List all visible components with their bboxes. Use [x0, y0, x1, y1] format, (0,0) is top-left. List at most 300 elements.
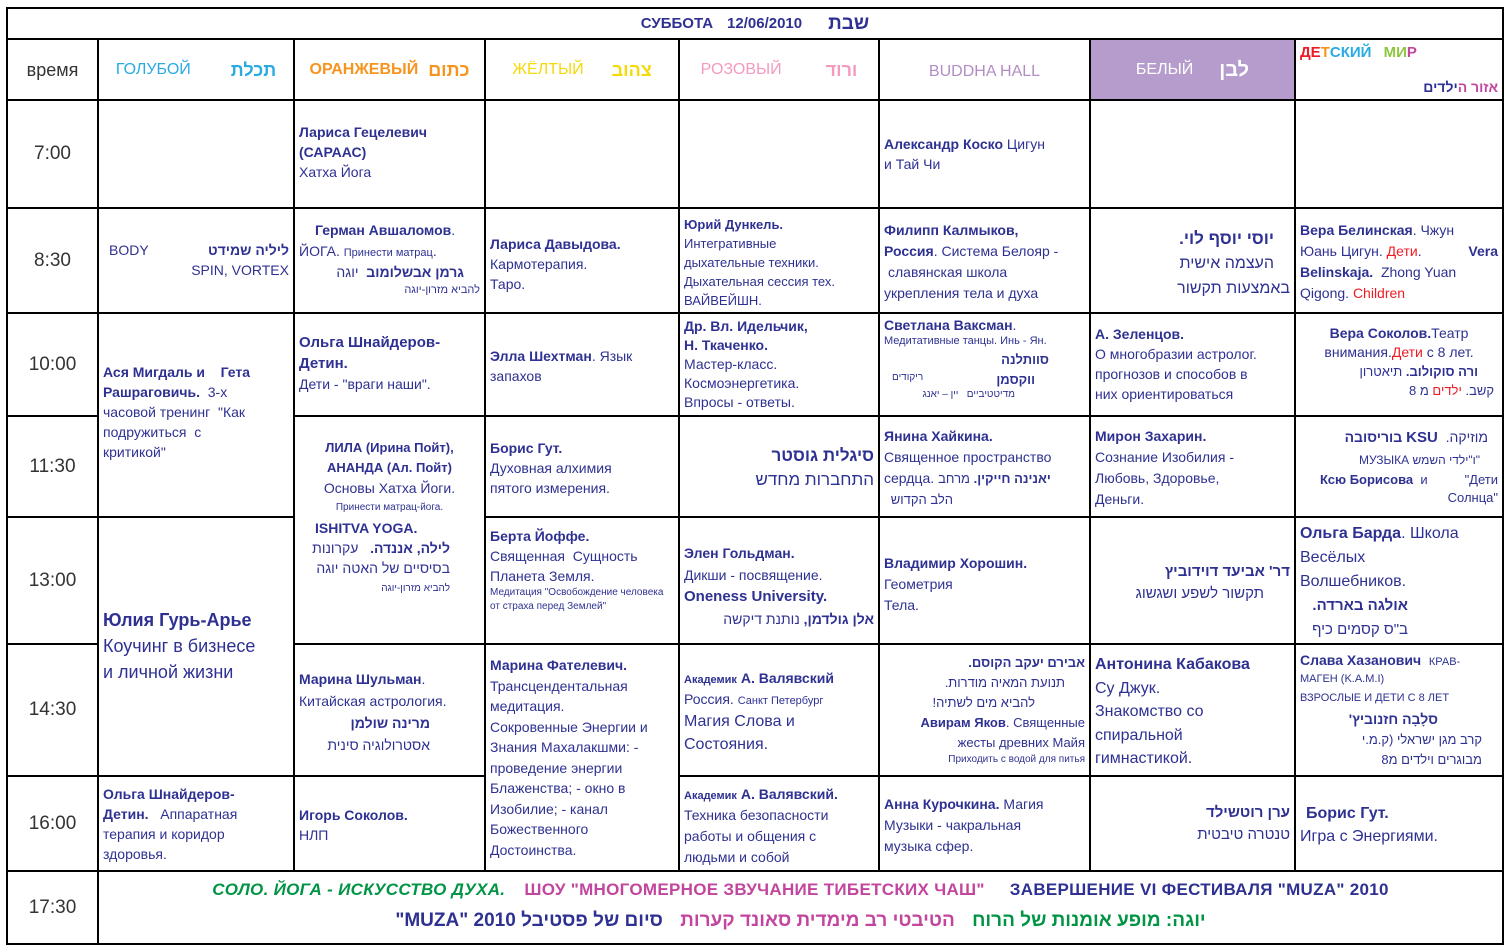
yellow-1000-line1: Элла Шехтман. Язык: [490, 348, 633, 364]
kids-1130-line1: [1300, 426, 1498, 449]
buddha-1130-line3: [884, 468, 1085, 489]
buddha-1000-line5: [884, 388, 1085, 402]
col-header-buddha: [880, 40, 1089, 99]
event-desc: Достоинства.: [490, 841, 577, 858]
event-desc: Священная: [490, 548, 565, 564]
event-desc: Трансцендентальная: [490, 677, 628, 694]
event-title: Академик: [684, 790, 737, 802]
event-desc: BODY: [109, 242, 149, 258]
cell-1130-buddha: [880, 423, 1089, 513]
cell-1300-buddha: [880, 550, 1089, 618]
event-desc-he: ריקודים: [892, 372, 924, 383]
event-name: Светлана Ваксман: [884, 317, 1013, 333]
event-name-he: סיגלית גוסטר: [771, 446, 874, 465]
event-desc: Духовная алхимия: [490, 460, 612, 476]
kids-1300-line1: Ольга Барда. Школа: [1300, 525, 1459, 542]
event-desc: гимнастикой.: [1095, 750, 1193, 767]
kids-1000-line4: [1300, 381, 1498, 400]
col-blue-he: תכלת: [230, 59, 277, 80]
event-name: А. Зеленцов.: [1095, 326, 1185, 342]
event-desc: Волшебников.: [1300, 573, 1407, 590]
kids-he-2: ילדים: [1423, 79, 1458, 95]
event-desc: Знакомство со: [1095, 703, 1204, 720]
event-desc: пятого измерения.: [490, 480, 610, 496]
grid-h-1000b: [293, 415, 1502, 417]
col-yellow-he: צהוב: [611, 59, 652, 80]
event-desc: Коучинг в бизнесе: [103, 636, 256, 656]
event-desc: Священные: [1013, 715, 1085, 730]
event-name: Н. Ткаченко.: [684, 337, 768, 353]
col-orange-ru: ОРАНЖЕВЫЙ: [309, 60, 419, 78]
event-desc: проведение энергии: [490, 759, 623, 776]
orange-1000-line2: Детин.: [299, 355, 348, 372]
event-name: Берта Йоффе.: [490, 528, 590, 544]
event-name: Мирон Захарин.: [1095, 428, 1207, 444]
event-desc: Впросы - ответы.: [684, 394, 795, 410]
cell-1730-closing: [99, 872, 1502, 943]
grid-h-700: [8, 207, 1502, 209]
event-desc-he: קשב.: [1465, 383, 1494, 398]
kids-830-line3: [1300, 262, 1498, 283]
event-desc: медитация.: [490, 698, 565, 714]
event-desc: Любовь, Здоровье,: [1095, 470, 1220, 486]
event-name: Рашраговичь.: [103, 384, 200, 400]
closing-he-2: הטיבטי רב מימדית סאונד קערות: [680, 910, 955, 931]
col-blue-ru: ГОЛУБОЙ: [115, 60, 191, 78]
cell-1000-buddha: [880, 314, 1089, 414]
event-desc-he: תנועת המאיה מודרות.: [944, 675, 1065, 690]
time-1300: 13:00: [28, 569, 77, 591]
grid-h-title: [8, 38, 1502, 40]
event-desc: них ориентироваться: [1095, 386, 1234, 402]
yellow-1300-line2: [490, 546, 674, 566]
event-desc: Интегративные: [684, 236, 777, 251]
event-desc-he: התחברות מחדש: [755, 470, 874, 489]
event-name-en: Vera: [1468, 243, 1498, 259]
event-desc: Сознание Изобилия -: [1095, 449, 1234, 465]
closing-ru-1: СОЛО. ЙОГА - ИСКУССТВО ДУХА.: [212, 880, 506, 899]
event-name: Игорь Соколов.: [299, 807, 408, 823]
event-name: Юлия Гурь-Арье: [103, 610, 252, 630]
buddha-830-line2: Россия. Система Белояр -: [884, 243, 1059, 259]
event-name-en: Belinskaja.: [1300, 264, 1374, 280]
event-name: Ксю Борисова: [1320, 472, 1414, 487]
time-830: 8:30: [34, 249, 71, 271]
event-name-he: בוריסובה: [1344, 429, 1403, 445]
title-day: СУББОТА: [640, 15, 714, 32]
kids-he-title: [1300, 77, 1498, 97]
event-desc: Священное пространство: [884, 449, 1052, 465]
cell-1600-kids: [1296, 799, 1502, 851]
event-name: Борис Гут.: [1306, 805, 1389, 822]
event-name-he: אלן גולדמן,: [803, 611, 874, 627]
cell-830-white: [1091, 223, 1294, 307]
event-desc-he: עקרונות: [312, 540, 359, 556]
event-name: Авирам Яков: [920, 715, 1006, 730]
event-desc-he: טנטרה טיבטית: [1197, 826, 1290, 843]
grid-h-1130a: [8, 516, 295, 518]
event-desc: Геометрия: [884, 576, 953, 592]
closing-ru-2: ШОУ "МНОГОМЕРНОЕ ЗВУЧАНИЕ ТИБЕТСКИХ ЧАШ": [524, 880, 985, 899]
kids-830-line2: Юань Цигун. Дети. Vera: [1300, 241, 1498, 262]
col-pink-he: ורוד: [825, 59, 858, 80]
kids-he-1: אזור ה: [1457, 79, 1498, 95]
orange-1130-line6: [299, 538, 480, 558]
event-desc: Китайская астрология.: [299, 693, 447, 709]
event-org: Россия: [884, 243, 934, 259]
event-name-he: ורה סוקולוב.: [1405, 364, 1478, 379]
cell-1300-white: [1091, 558, 1294, 608]
blue-1000-line1: [103, 362, 289, 382]
kids-1000-line2: [1300, 343, 1498, 362]
event-audience: Дети: [1391, 344, 1423, 360]
blue-1000-line4: [103, 422, 289, 442]
closing-he-1: יוגה: מופע אומנות של הרוח: [972, 910, 1206, 931]
event-desc: спиральной: [1095, 726, 1183, 744]
blue-1600-line2: [103, 804, 289, 824]
event-name: Александр Коско: [884, 136, 1004, 152]
orange-830-line3: [299, 262, 480, 283]
grid-v-buddha: [1089, 38, 1091, 872]
event-desc: Состояния.: [684, 736, 769, 753]
event-desc: Блаженства; - окно в: [490, 780, 626, 796]
title-he: שבת: [828, 13, 870, 34]
kids-ru-4: МИ: [1383, 44, 1407, 61]
event-desc: жесты древних Майя: [957, 735, 1085, 750]
event-name-he: ליליה שמידט: [208, 242, 289, 258]
closing-he: [99, 905, 1502, 937]
cell-830-orange: [295, 217, 484, 311]
col-header-white: [1091, 40, 1294, 99]
event-name: Владимир Хорошин.: [884, 555, 1028, 571]
event-name-he: יוסי יוסף לוי.: [1179, 229, 1274, 248]
event-name: Ольга Шнайдеров-: [103, 786, 235, 802]
event-name: Вера Белинская: [1300, 222, 1413, 238]
cell-1000-white: [1091, 321, 1294, 411]
grid-v-pink: [878, 38, 880, 872]
event-desc: Игра с Энергиями.: [1300, 828, 1438, 845]
event-name: Лариса Давыдова.: [490, 236, 621, 252]
grid-v-blue: [293, 38, 295, 872]
event-name: Янина Хайкина.: [884, 428, 993, 444]
event-desc: запахов: [490, 368, 542, 384]
event-desc-he: מדיטטיביים: [966, 389, 1015, 400]
orange-1430-line1: Марина Шульман.: [299, 671, 426, 687]
time-1430: 14:30: [28, 699, 77, 720]
grid-h-1430a: [8, 775, 486, 777]
event-desc-he: מ 8: [1409, 383, 1429, 398]
cell-1300-pink: [680, 539, 878, 629]
grid-h-1300a: [8, 643, 99, 645]
event-desc: Медитативные танцы. Инь - Ян.: [884, 335, 1047, 347]
event-desc: Язык: [599, 348, 633, 364]
grid-v-orange: [484, 38, 486, 872]
event-desc-he: הלב הקדוש: [890, 492, 953, 507]
event-desc: О многобразии астролог.: [1095, 346, 1257, 362]
event-desc-he: יין – יאנג: [922, 389, 959, 400]
event-name: Элен Гольдман.: [684, 545, 795, 561]
event-desc: Россия.: [684, 691, 734, 707]
cell-1430-white: [1091, 650, 1294, 770]
event-desc-he: תיאטרון: [1359, 364, 1403, 379]
event-desc-he: קרב מגן ישראלי (ק.מ.י: [1361, 732, 1482, 747]
pink-1300-line4: [684, 608, 874, 629]
event-desc: Кармотерапия.: [490, 256, 588, 272]
event-desc: Юань Цигун.: [1300, 243, 1383, 259]
grid-h-header: [8, 99, 1502, 101]
event-desc: ВЗРОСЛЫЕ И ДЕТИ С 8 ЛЕТ: [1300, 692, 1450, 704]
event-name: АНАНДА (Ал. Пойт): [327, 460, 452, 475]
event-desc: Дикши - посвящение.: [684, 567, 823, 583]
cell-700-buddha: [880, 131, 1089, 191]
col-header-orange: [295, 40, 484, 99]
cell-1130-white: [1091, 423, 1294, 513]
cell-1130-yellow: [486, 435, 678, 505]
event-desc: "Как: [217, 404, 246, 420]
event-note-he: להביא מזרון-יוגה: [404, 284, 480, 296]
event-desc: и Тай Чи: [884, 156, 941, 172]
col-header-time-label: время: [26, 59, 79, 80]
blue-1000-line2: [103, 382, 289, 402]
event-desc: Знания Махалакшми: -: [490, 739, 639, 755]
kids-830-line1: Вера Белинская. Чжун: [1300, 222, 1455, 238]
col-pink-ru: РОЗОВЫЙ: [700, 60, 782, 78]
cell-830-kids: [1296, 217, 1502, 311]
kids-ru-3: СКИЙ: [1329, 44, 1372, 61]
grid-v-yellow: [678, 38, 680, 872]
event-desc: сердца.: [884, 470, 935, 486]
event-desc: Основы Хатха Йоги.: [323, 480, 456, 496]
event-desc-he: ב"ס קסמים כיף: [1312, 621, 1408, 638]
event-desc: Магия: [1003, 796, 1044, 812]
event-desc: Музыки - чакральная: [884, 817, 1022, 833]
grid-h-1130b: [484, 516, 1502, 518]
event-desc: и: [1420, 472, 1428, 487]
event-name-he: גרמן אבשלומוב: [366, 264, 464, 280]
event-desc-he: יוגה: [336, 264, 359, 280]
event-desc: и личной жизни: [103, 662, 234, 682]
event-desc: Сущность: [572, 548, 638, 564]
event-desc: Божественного: [490, 821, 589, 837]
buddha-1430-line4: Авирам Яков. Священные: [920, 715, 1085, 730]
event-name-en: ISHITVA YOGA.: [315, 520, 418, 536]
kids-1000-line1: [1300, 324, 1498, 343]
event-name: Детин.: [103, 806, 149, 822]
event-desc: МУЗЫКА: [1358, 453, 1410, 467]
event-audience-he: ילדים: [1432, 383, 1462, 398]
event-desc-he: אסטרולוגיה סינית: [327, 737, 430, 753]
event-desc: музыка сфер.: [884, 838, 974, 854]
kids-1130-line3: [1300, 471, 1498, 489]
cell-1300-yellow: [486, 523, 678, 641]
event-desc-he: העצמה אישית: [1179, 255, 1274, 272]
event-desc: прогнозов и способов в: [1095, 366, 1248, 382]
grid-h-1600: [8, 870, 1502, 872]
kids-1430-line1: [1300, 651, 1498, 670]
col-orange-he: כתום: [428, 59, 470, 80]
event-name-he: יאנינה חייקין.: [973, 471, 1051, 486]
event-desc: Планета Земля.: [490, 568, 595, 584]
blue-1000-line3: [103, 402, 289, 422]
event-desc: Аппаратная: [160, 806, 238, 822]
cell-830-yellow: [486, 231, 678, 301]
blue-830-line1: [103, 240, 289, 260]
event-desc: людьми и собой: [684, 849, 790, 865]
cell-1000-blue: [99, 359, 293, 469]
cell-1600-white: [1091, 799, 1294, 849]
event-name: Юрий Дункель.: [684, 217, 784, 232]
event-org: (САРААС): [299, 144, 367, 160]
grid-v-white: [1294, 38, 1296, 872]
event-name: Гета: [220, 364, 251, 380]
event-desc-en: Qigong.: [1300, 285, 1350, 301]
pink-1600-line1: [684, 784, 874, 805]
event-name-he: אבירם יעקב הקוסם.: [968, 655, 1085, 670]
event-desc: Тела.: [884, 597, 919, 613]
yellow-1130-line3: [490, 478, 674, 498]
col-header-pink: [680, 40, 878, 99]
event-name: Герман Авшаломов: [315, 222, 452, 238]
event-audience: Дети: [1386, 243, 1418, 259]
event-name: Марина Фателевич.: [490, 657, 628, 673]
kids-ru-title: [1300, 43, 1498, 63]
cell-1000-kids: [1296, 321, 1502, 413]
cell-1600-blue: [99, 781, 293, 869]
pink-1430-line1: [684, 668, 874, 689]
event-desc: SPIN, VORTEX: [191, 262, 289, 278]
buddha-1600-line1: [884, 794, 1085, 815]
closing-ru: [99, 875, 1502, 905]
grid-h-830: [8, 312, 1502, 314]
schedule-title: [8, 9, 1502, 39]
grid-v-time: [97, 38, 99, 943]
title-date: 12/06/2010: [727, 15, 803, 32]
cell-1300-kids: [1296, 519, 1502, 643]
event-name: Ася Мигдаль и: [103, 364, 206, 380]
col-white-ru: БЕЛЫЙ: [1135, 60, 1194, 78]
cell-1130-kids: [1296, 423, 1502, 515]
kids-830-line4: [1300, 283, 1498, 304]
time-1730: 17:30: [28, 896, 77, 918]
cell-1430-yellow: [486, 652, 678, 864]
event-desc: Дыхательная сессия тех.: [684, 274, 835, 289]
grid-h-1000a: [8, 415, 99, 417]
cell-1600-pink: [680, 781, 878, 869]
orange-830-line1: Герман Авшаломов.: [315, 222, 456, 238]
event-desc: Чжун: [1420, 222, 1455, 238]
pink-1430-line2: [684, 689, 874, 710]
event-desc: Техника безопасности: [684, 807, 829, 823]
event-desc-he: "ו"ילדי השמש: [1412, 453, 1480, 467]
event-org: Oneness University.: [684, 588, 828, 605]
kids-1000-line3: [1300, 362, 1498, 381]
event-name: Др. Вл. Идельчик,: [684, 318, 808, 334]
event-desc: работы и общения с: [684, 828, 817, 844]
cell-700-orange: [295, 119, 484, 205]
event-desc: Мастер-класс.: [684, 356, 778, 372]
event-note: Принести матрац: [343, 247, 433, 259]
event-desc: МАГЕН (K.A.M.I): [1300, 673, 1385, 685]
closing-ru-3: ЗАВЕРШЕНИЕ VI ФЕСТИВАЛЯ "MUZA" 2010: [1009, 880, 1389, 899]
kids-ru-5: Р: [1406, 44, 1417, 61]
event-desc: Изобилие; - канал: [490, 800, 608, 817]
event-note: Приходить с водой для питья: [948, 754, 1085, 765]
event-desc-he: תקשור לשפע ושגשוג: [1135, 585, 1264, 602]
event-desc: 3-х: [207, 384, 228, 400]
col-header-yellow: [486, 40, 678, 99]
cell-1430-buddha: [880, 650, 1089, 772]
event-desc: КРАВ-: [1428, 656, 1461, 668]
time-1000: 10:00: [28, 353, 77, 375]
event-name: Филипп Калмыков,: [884, 222, 1019, 238]
event-name-he: ערן רוטשילד: [1205, 804, 1290, 821]
kids-ru-1: ДЕ: [1300, 44, 1321, 61]
event-note: Медитация "Освобождение человека от страха перед Землей": [490, 587, 664, 612]
cell-830-buddha: [880, 217, 1089, 311]
event-desc: с 8 лет.: [1426, 344, 1474, 360]
event-name: А. Валявский.: [740, 786, 838, 802]
cell-830-blue: [99, 237, 293, 297]
schedule-sheet: [6, 7, 1504, 945]
event-desc: Хатха Йога: [299, 164, 372, 180]
kids-1130-line2: [1300, 449, 1498, 471]
cell-1430-pink: [680, 665, 878, 765]
event-desc: Солнца": [1447, 490, 1498, 505]
col-header-time: [8, 40, 97, 99]
event-note-he: להביא מזרון-יוגה: [381, 583, 450, 594]
time-700: 7:00: [34, 143, 71, 164]
buddha-1000-line1: Светлана Ваксман.: [884, 317, 1017, 333]
event-name-he: סלָבָה חזנוביץ': [1348, 711, 1438, 727]
event-desc-en: Zhong Yuan: [1380, 264, 1457, 280]
event-name-he: דר' אביעד דוידוביץ: [1164, 563, 1290, 580]
event-name: Борис Гут.: [490, 440, 563, 456]
event-desc: славянская школа: [888, 264, 1008, 280]
event-desc: ЙОГА: [299, 243, 336, 259]
event-desc: Театр: [1431, 325, 1469, 341]
cell-1430-orange: [295, 665, 484, 761]
event-audience-en: Children: [1352, 285, 1406, 301]
col-buddha: BUDDHA HALL: [928, 63, 1041, 80]
event-desc-he: מבוגרים וילדים מ8: [1381, 752, 1482, 767]
cell-1430-kids: [1296, 648, 1502, 774]
event-note: Принести матрац-йога.: [335, 502, 444, 513]
event-desc: Школа: [1409, 525, 1459, 542]
event-desc: Таро.: [490, 276, 526, 292]
event-desc: Космоэнергетика.: [684, 375, 800, 391]
event-name: Анна Курочкина.: [884, 796, 1000, 812]
kids-ru-2: Т: [1320, 44, 1330, 61]
event-name: Марина Шульман: [299, 671, 422, 687]
cell-1000-orange: [295, 329, 484, 399]
event-desc: Санкт Петербург: [737, 695, 824, 707]
event-desc: Система Белояр -: [941, 243, 1059, 259]
col-white-he: לבן: [1219, 58, 1250, 81]
event-name-he: סוותלנה: [1001, 352, 1049, 367]
event-desc: здоровья.: [103, 846, 167, 862]
event-desc-he: בסיסיים של האטה יוגה: [316, 560, 450, 576]
event-desc: ВАЙВЕЙШН.: [684, 293, 762, 308]
event-desc: НЛП: [299, 827, 329, 843]
event-desc: подружиться: [103, 424, 187, 440]
event-name: А. Валявский: [740, 670, 834, 686]
event-desc: с: [194, 424, 202, 440]
event-name-he: אולגה בארדה.: [1312, 597, 1408, 614]
cell-1600-buddha: [880, 791, 1089, 861]
event-desc: Весёлых: [1300, 549, 1366, 566]
cell-1000-yellow: [486, 343, 678, 391]
event-name: KSU: [1406, 429, 1438, 446]
